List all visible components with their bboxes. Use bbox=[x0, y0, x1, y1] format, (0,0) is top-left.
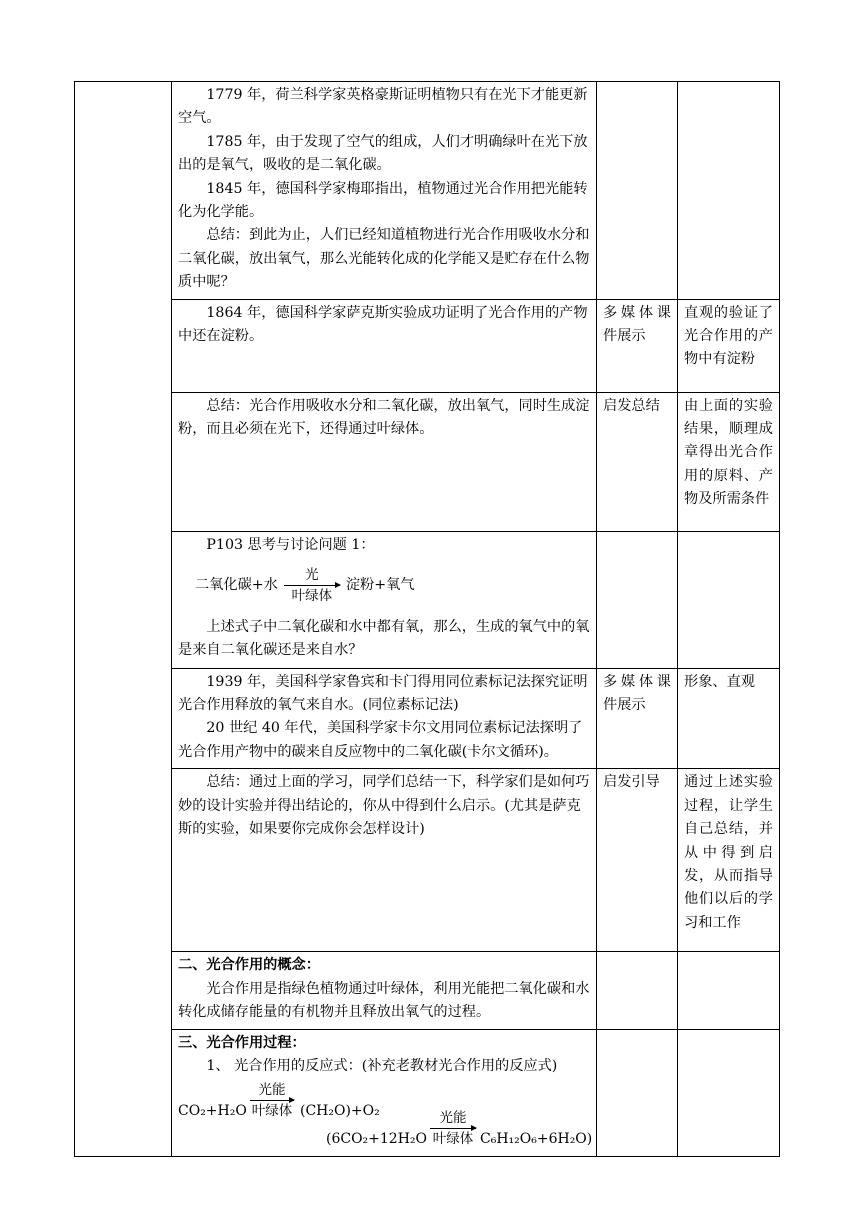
formula2-reactants: (6CO₂+12H₂O bbox=[326, 1131, 428, 1148]
method-cell: 启发引导 bbox=[597, 769, 678, 952]
paragraph: 总结：光合作用吸收水分和二氧化碳，放出氧气，同时生成淀粉，而且必须在光下，还得通过叶绿体。 bbox=[178, 397, 590, 438]
method-cell: 多媒体课件展示 bbox=[597, 299, 678, 392]
discussion-title: P103 思考与讨论问题 1： bbox=[206, 536, 375, 553]
purpose-cell: 直观的验证了光合作用的产物中有淀粉 bbox=[678, 299, 780, 392]
arrow-condition-above: 光 bbox=[305, 567, 319, 584]
arrow-icon bbox=[430, 1128, 476, 1129]
equation-reactants: 二氧化碳+水 bbox=[195, 576, 278, 593]
purpose-cell: 由上面的实验结果，顺理成章得出光合作用的原料、产物及所需条件 bbox=[678, 392, 780, 531]
content-cell bbox=[172, 299, 597, 392]
table-row bbox=[75, 82, 780, 300]
paragraph: 20 世纪 40 年代，美国科学家卡尔文用同位素标记法探明了光合作用产物中的碳来自反应物中的二氧化碳(卡尔文循环)。 bbox=[178, 720, 583, 760]
purpose-cell bbox=[678, 82, 780, 300]
paragraph: 1785 年，由于发现了空气的组成，人们才明确绿叶在光下放出的是氧气，吸收的是二氧化碳。 bbox=[178, 133, 588, 174]
method-cell: 多媒体课件展示 bbox=[597, 668, 678, 769]
purpose-cell: 形象、直观 bbox=[678, 668, 780, 769]
content-cell bbox=[172, 769, 597, 952]
paragraph: 总结：通过上面的学习，同学们总结一下，科学家们是如何巧妙的设计实验并得出结论的，你从中得到什么启示。(尤其是萨克斯的实验，如果要你完成你会怎样设计) bbox=[178, 774, 590, 838]
arrow-condition-below: 叶绿体 bbox=[291, 588, 333, 605]
formula1-condition-below: 叶绿体 bbox=[251, 1103, 293, 1120]
word-equation bbox=[195, 567, 590, 604]
stage-column-cell bbox=[75, 82, 172, 1157]
chemical-formulas bbox=[178, 1082, 593, 1152]
formula1-products: (CH₂O)+O₂ bbox=[300, 1103, 380, 1120]
purpose-cell bbox=[678, 1029, 780, 1157]
method-cell bbox=[597, 1029, 678, 1157]
content-cell bbox=[172, 668, 597, 769]
paragraph: 上述式子中二氧化碳和水中都有氧，那么，生成的氧气中的氧是来自二氧化碳还是来自水？ bbox=[178, 619, 590, 659]
paragraph: 1845 年，德国科学家梅耶指出，植物通过光合作用把光能转化为化学能。 bbox=[178, 180, 588, 221]
table-row bbox=[75, 952, 780, 1029]
formula2-condition-below: 叶绿体 bbox=[432, 1131, 474, 1148]
paragraph: 总结：到此为止，人们已经知道植物进行光合作用吸收水分和二氧化碳，放出氧气，那么光能转化成的化学能又是贮存在什么物质中呢？ bbox=[178, 227, 590, 291]
method-cell bbox=[597, 82, 678, 300]
formula2-products: C₆H₁₂O₆+6H₂O) bbox=[480, 1131, 593, 1148]
method-cell bbox=[597, 531, 678, 668]
table-row bbox=[75, 769, 780, 952]
formula1-condition-above: 光能 bbox=[258, 1082, 286, 1099]
formula1-reactants: CO₂+H₂O bbox=[178, 1103, 247, 1120]
lesson-plan-table bbox=[74, 81, 780, 1157]
section-heading: 二、光合作用的概念： bbox=[178, 957, 320, 974]
reaction-arrow bbox=[284, 567, 340, 604]
content-cell bbox=[172, 952, 597, 1029]
method-cell bbox=[597, 952, 678, 1029]
content-cell bbox=[172, 531, 597, 668]
paragraph: 1939 年，美国科学家鲁宾和卡门得用同位素标记法探究证明光合作用释放的氧气来自水。(同位素标记法) bbox=[178, 673, 588, 714]
section-heading: 三、光合作用过程： bbox=[178, 1034, 306, 1051]
equation-products: 淀粉+氧气 bbox=[345, 576, 415, 593]
formula2-condition-above: 光能 bbox=[439, 1110, 467, 1127]
arrow-icon bbox=[284, 585, 340, 586]
paragraph: 1864 年，德国科学家萨克斯实验成功证明了光合作用的产物中还在淀粉。 bbox=[178, 304, 588, 345]
table-row bbox=[75, 668, 780, 769]
content-cell bbox=[172, 1029, 597, 1157]
table-row bbox=[75, 1029, 780, 1157]
paragraph: 光合作用是指绿色植物通过叶绿体，利用光能把二氧化碳和水转化成储存能量的有机物并且释放出氧气的过程。 bbox=[178, 980, 590, 1021]
table-row bbox=[75, 392, 780, 531]
content-cell bbox=[172, 82, 597, 300]
table-row bbox=[75, 299, 780, 392]
paragraph: 1779 年，荷兰科学家英格豪斯证明植物只有在光下才能更新空气。 bbox=[178, 87, 588, 127]
method-cell: 启发总结 bbox=[597, 392, 678, 531]
purpose-cell bbox=[678, 531, 780, 668]
formula1-arrow bbox=[250, 1082, 294, 1119]
purpose-cell: 通过上述实验过程，让学生自己总结，并从中得到启发，从而指导他们以后的学习和工作 bbox=[678, 769, 780, 952]
arrow-icon bbox=[250, 1100, 294, 1101]
content-cell bbox=[172, 392, 597, 531]
purpose-cell bbox=[678, 952, 780, 1029]
table-row bbox=[75, 531, 780, 668]
formula2-arrow bbox=[430, 1110, 476, 1147]
paragraph: 1、 光合作用的反应式：(补充老教材光合作用的反应式) bbox=[206, 1057, 558, 1074]
